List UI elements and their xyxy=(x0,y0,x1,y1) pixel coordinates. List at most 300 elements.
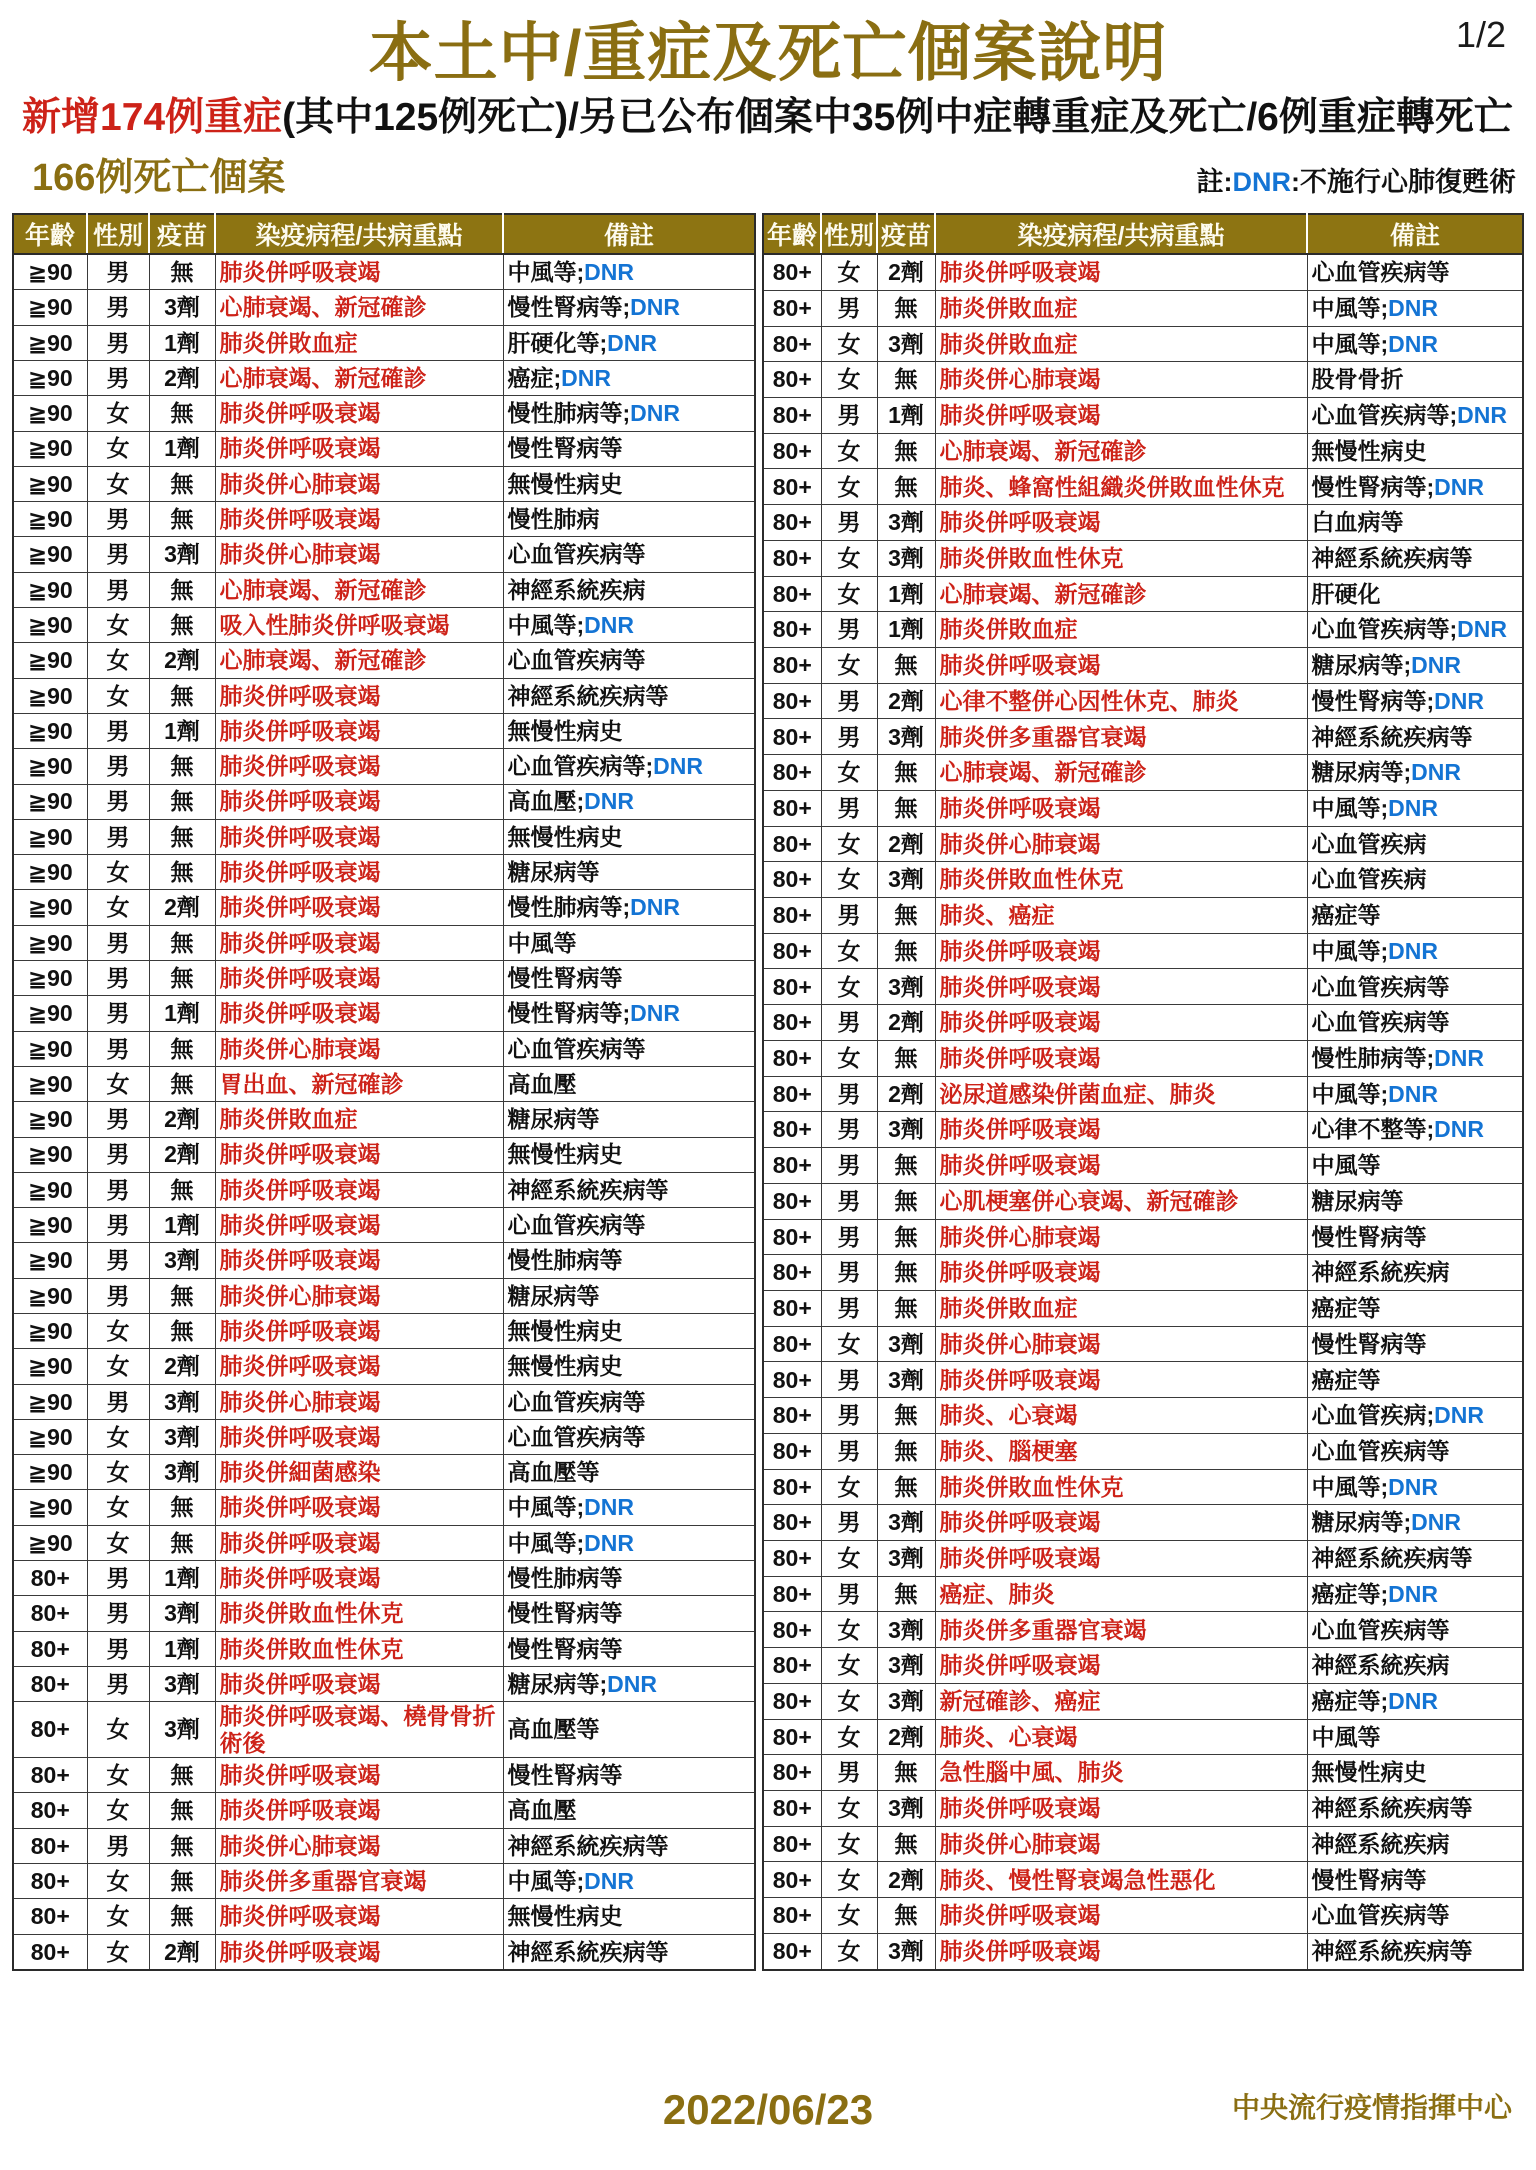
case-row xyxy=(763,1326,1523,1362)
vaccine-cell: 無 xyxy=(149,1172,215,1207)
vaccine-cell: 無 xyxy=(877,790,935,826)
sex-cell: 男 xyxy=(821,898,877,934)
age-cell: 80+ xyxy=(763,469,821,505)
sex-cell: 男 xyxy=(87,713,149,748)
dnr-tag: DNR xyxy=(584,1867,635,1894)
sex-cell: 男 xyxy=(821,1183,877,1219)
case-row xyxy=(763,1469,1523,1505)
vaccine-cell: 2劑 xyxy=(149,1349,215,1384)
age-cell: 80+ xyxy=(763,1683,821,1719)
sex-cell: 女 xyxy=(87,1066,149,1101)
vaccine-cell: 1劑 xyxy=(149,713,215,748)
vaccine-cell: 無 xyxy=(149,784,215,819)
case-row xyxy=(763,898,1523,934)
note-text: 中風等; xyxy=(507,1867,585,1894)
course-cell: 肺炎併心肺衰竭 xyxy=(935,1219,1307,1255)
note-cell xyxy=(1307,1433,1523,1469)
course-cell: 肺炎併敗血症 xyxy=(215,325,503,360)
sex-cell: 女 xyxy=(87,1349,149,1384)
sex-cell: 男 xyxy=(821,1505,877,1541)
course-cell: 肺炎併呼吸衰竭 xyxy=(215,678,503,713)
case-row xyxy=(13,466,755,501)
sex-cell: 女 xyxy=(821,1933,877,1970)
dnr-tag: DNR xyxy=(630,294,681,321)
note-cell xyxy=(1307,1362,1523,1398)
note-text: 心律不整等; xyxy=(1311,1116,1435,1143)
case-row xyxy=(763,397,1523,433)
course-cell: 肺炎併呼吸衰竭 xyxy=(935,1005,1307,1041)
course-cell: 肺炎併心肺衰竭 xyxy=(935,1326,1307,1362)
note-text: 神經系統疾病 xyxy=(1311,1652,1450,1679)
note-text: 慢性腎病等 xyxy=(507,964,623,991)
age-cell: 80+ xyxy=(763,1648,821,1684)
note-cell xyxy=(503,1278,755,1313)
case-row xyxy=(13,1102,755,1137)
age-cell: 80+ xyxy=(763,755,821,791)
secondary-header-row xyxy=(0,140,1536,209)
note-text: 慢性肺病等 xyxy=(507,1564,623,1591)
note-cell xyxy=(1307,576,1523,612)
sex-cell: 男 xyxy=(821,683,877,719)
note-cell xyxy=(1307,862,1523,898)
vaccine-cell: 3劑 xyxy=(877,1505,935,1541)
note-cell xyxy=(503,1455,755,1490)
case-row xyxy=(13,572,755,607)
note-cell xyxy=(503,1561,755,1596)
note-cell xyxy=(1307,898,1523,934)
course-cell: 肺炎併呼吸衰竭 xyxy=(215,431,503,466)
age-cell: 80+ xyxy=(763,683,821,719)
course-cell: 肺炎併敗血性休克 xyxy=(935,862,1307,898)
vaccine-cell: 無 xyxy=(149,1278,215,1313)
case-row xyxy=(13,1313,755,1348)
note-text: 慢性腎病等 xyxy=(1311,1223,1427,1250)
note-text: 白血病等 xyxy=(1311,509,1404,536)
note-text: 神經系統疾病等 xyxy=(507,1938,669,1965)
note-cell xyxy=(1307,290,1523,326)
vaccine-cell: 無 xyxy=(149,502,215,537)
note-text: 慢性肺病 xyxy=(507,506,600,533)
course-cell: 肺炎併呼吸衰竭 xyxy=(215,1419,503,1454)
case-row xyxy=(13,961,755,996)
case-row xyxy=(13,1702,755,1758)
vaccine-cell: 2劑 xyxy=(877,826,935,862)
note-cell xyxy=(1307,1826,1523,1862)
age-cell: 80+ xyxy=(763,1076,821,1112)
sex-cell: 女 xyxy=(87,1525,149,1560)
case-row xyxy=(13,1561,755,1596)
note-text: 心血管疾病等 xyxy=(1311,259,1450,286)
course-cell: 肺炎併呼吸衰竭 xyxy=(215,996,503,1031)
dnr-tag: DNR xyxy=(584,259,635,285)
vaccine-cell: 無 xyxy=(149,1899,215,1934)
course-cell: 肺炎併呼吸衰竭 xyxy=(935,505,1307,541)
note-prefix: 註: xyxy=(1196,167,1233,198)
subtitle-detail: (其中125例死亡)/另已公布個案中35例中症轉重症及死亡/6例重症轉死亡 xyxy=(282,96,1513,140)
age-cell: ≧90 xyxy=(13,502,87,537)
note-cell xyxy=(503,1631,755,1666)
age-cell: 80+ xyxy=(763,1112,821,1148)
note-text: 中風等; xyxy=(1311,1080,1389,1107)
cases-table-left xyxy=(12,213,756,1971)
sex-cell: 男 xyxy=(821,1398,877,1434)
note-cell xyxy=(1307,969,1523,1005)
note-cell xyxy=(503,502,755,537)
case-row xyxy=(13,1066,755,1101)
note-text: 肝硬化等; xyxy=(507,329,608,356)
age-cell: ≧90 xyxy=(13,678,87,713)
course-cell: 肺炎併呼吸衰竭 xyxy=(215,784,503,819)
note-text: 癌症等; xyxy=(1311,1687,1389,1714)
sex-cell: 女 xyxy=(821,1898,877,1934)
note-cell xyxy=(1307,612,1523,648)
note-cell xyxy=(1307,1683,1523,1719)
page-title: 本土中/重症及死亡個案說明 xyxy=(368,17,1168,89)
sex-cell: 女 xyxy=(821,1719,877,1755)
case-row xyxy=(13,678,755,713)
case-row xyxy=(13,1596,755,1631)
sex-cell: 男 xyxy=(87,961,149,996)
course-cell: 肺炎併敗血性休克 xyxy=(215,1596,503,1631)
vaccine-cell: 2劑 xyxy=(149,1934,215,1970)
note-text: 慢性肺病等 xyxy=(507,1247,623,1274)
note-cell xyxy=(503,360,755,395)
age-cell: 80+ xyxy=(763,1791,821,1827)
note-cell xyxy=(503,1490,755,1525)
vaccine-cell: 3劑 xyxy=(149,290,215,325)
sex-cell: 男 xyxy=(87,749,149,784)
note-suffix: :不施行心肺復甦術 xyxy=(1291,167,1516,198)
case-row xyxy=(763,326,1523,362)
course-cell: 肺炎併呼吸衰竭 xyxy=(935,648,1307,684)
note-cell xyxy=(1307,1005,1523,1041)
case-row xyxy=(13,1172,755,1207)
note-cell xyxy=(503,1172,755,1207)
sex-cell: 男 xyxy=(87,819,149,854)
course-cell: 肺炎併呼吸衰竭 xyxy=(215,1490,503,1525)
vaccine-cell: 無 xyxy=(877,648,935,684)
age-cell: ≧90 xyxy=(13,360,87,395)
note-cell xyxy=(503,1419,755,1454)
column-header: 疫苗 xyxy=(877,214,935,254)
course-cell: 肺炎併呼吸衰竭 xyxy=(935,969,1307,1005)
sex-cell: 男 xyxy=(87,1208,149,1243)
age-cell: 80+ xyxy=(763,1005,821,1041)
vaccine-cell: 3劑 xyxy=(877,1326,935,1362)
sex-cell: 男 xyxy=(821,1219,877,1255)
sex-cell: 男 xyxy=(87,502,149,537)
age-cell: 80+ xyxy=(763,1040,821,1076)
dnr-tag: DNR xyxy=(1434,687,1485,714)
age-cell: ≧90 xyxy=(13,1137,87,1172)
case-row xyxy=(763,576,1523,612)
vaccine-cell: 2劑 xyxy=(149,360,215,395)
note-text: 高血壓 xyxy=(507,1070,577,1097)
note-cell xyxy=(503,1793,755,1828)
course-cell: 肺炎併呼吸衰竭 xyxy=(215,1561,503,1596)
course-cell: 肺炎、癌症 xyxy=(935,898,1307,934)
case-row xyxy=(13,1793,755,1828)
note-text: 慢性肺病等; xyxy=(1311,1045,1435,1072)
note-cell xyxy=(503,1031,755,1066)
note-text: 無慢性病史 xyxy=(507,470,623,497)
vaccine-cell: 無 xyxy=(149,1793,215,1828)
sex-cell: 女 xyxy=(87,1934,149,1970)
sex-cell: 男 xyxy=(821,290,877,326)
case-row xyxy=(13,819,755,854)
case-row xyxy=(13,1208,755,1243)
vaccine-cell: 3劑 xyxy=(877,540,935,576)
age-cell: ≧90 xyxy=(13,537,87,572)
note-text: 心血管疾病等 xyxy=(1311,973,1450,1000)
note-cell xyxy=(1307,1933,1523,1970)
note-cell xyxy=(1307,1040,1523,1076)
course-cell: 肺炎併呼吸衰竭 xyxy=(215,1793,503,1828)
vaccine-cell: 2劑 xyxy=(877,683,935,719)
column-header: 染疫病程/共病重點 xyxy=(215,214,503,254)
sex-cell: 女 xyxy=(821,755,877,791)
course-cell: 肺炎併呼吸衰竭 xyxy=(935,1791,1307,1827)
dnr-tag: DNR xyxy=(607,1670,658,1697)
vaccine-cell: 1劑 xyxy=(149,431,215,466)
note-text: 神經系統疾病等 xyxy=(507,682,669,709)
age-cell: 80+ xyxy=(763,433,821,469)
course-cell: 肺炎併呼吸衰竭 xyxy=(215,396,503,431)
age-cell: ≧90 xyxy=(13,1066,87,1101)
age-cell: ≧90 xyxy=(13,1243,87,1278)
age-cell: 80+ xyxy=(763,1362,821,1398)
course-cell: 肺炎、蜂窩性組織炎併敗血性休克 xyxy=(935,469,1307,505)
age-cell: 80+ xyxy=(763,1719,821,1755)
dnr-tag: DNR xyxy=(1434,1045,1485,1072)
case-row xyxy=(13,1243,755,1278)
age-cell: 80+ xyxy=(763,898,821,934)
vaccine-cell: 3劑 xyxy=(877,1112,935,1148)
case-row xyxy=(763,1648,1523,1684)
case-row xyxy=(763,1898,1523,1934)
case-row xyxy=(763,755,1523,791)
note-text: 無慢性病史 xyxy=(507,717,623,744)
note-text: 心血管疾病; xyxy=(1311,1402,1435,1429)
dnr-tag: DNR xyxy=(630,400,681,427)
course-cell: 肺炎併呼吸衰竭 xyxy=(215,1313,503,1348)
note-text: 神經系統疾病等 xyxy=(1311,1795,1473,1822)
case-row xyxy=(13,431,755,466)
header-row xyxy=(763,214,1523,254)
sex-cell: 男 xyxy=(821,1362,877,1398)
note-cell xyxy=(1307,1612,1523,1648)
note-cell xyxy=(1307,397,1523,433)
case-row xyxy=(13,1278,755,1313)
note-cell xyxy=(503,855,755,890)
vaccine-cell: 無 xyxy=(877,1433,935,1469)
course-cell: 肺炎併心肺衰竭 xyxy=(215,466,503,501)
vaccine-cell: 無 xyxy=(877,1826,935,1862)
age-cell: 80+ xyxy=(763,862,821,898)
note-text: 無慢性病史 xyxy=(507,823,623,850)
age-cell: 80+ xyxy=(763,1755,821,1791)
note-cell xyxy=(503,290,755,325)
sex-cell: 男 xyxy=(821,1755,877,1791)
vaccine-cell: 1劑 xyxy=(877,397,935,433)
note-text: 無慢性病史 xyxy=(507,1317,623,1344)
note-text: 心血管疾病等 xyxy=(1311,1437,1450,1464)
age-cell: 80+ xyxy=(13,1666,87,1701)
note-text: 高血壓等 xyxy=(507,1716,600,1743)
note-text: 癌症等; xyxy=(1311,1580,1389,1607)
sex-cell: 男 xyxy=(87,1172,149,1207)
sex-cell: 男 xyxy=(87,1031,149,1066)
dnr-tag: DNR xyxy=(584,1494,635,1521)
note-text: 慢性腎病等; xyxy=(1311,687,1435,714)
course-cell: 肺炎、腦梗塞 xyxy=(935,1433,1307,1469)
sex-cell: 男 xyxy=(821,1148,877,1184)
note-cell xyxy=(1307,326,1523,362)
age-cell: 80+ xyxy=(763,540,821,576)
case-row xyxy=(763,1112,1523,1148)
note-cell xyxy=(1307,1576,1523,1612)
case-row xyxy=(13,1828,755,1863)
subtitle xyxy=(0,88,1536,140)
sex-cell: 女 xyxy=(821,826,877,862)
case-row xyxy=(13,1384,755,1419)
note-text: 慢性腎病等 xyxy=(507,1600,623,1627)
note-cell xyxy=(1307,1719,1523,1755)
course-cell: 心肺衰竭、新冠確診 xyxy=(935,576,1307,612)
case-row xyxy=(763,1683,1523,1719)
vaccine-cell: 2劑 xyxy=(149,1137,215,1172)
course-cell: 肺炎併呼吸衰竭 xyxy=(935,397,1307,433)
course-cell: 心肺衰竭、新冠確診 xyxy=(935,433,1307,469)
column-header: 染疫病程/共病重點 xyxy=(935,214,1307,254)
vaccine-cell: 3劑 xyxy=(877,1933,935,1970)
course-cell: 肺炎併多重器官衰竭 xyxy=(935,1612,1307,1648)
dnr-tag: DNR xyxy=(584,1529,635,1556)
note-text: 糖尿病等; xyxy=(1311,652,1412,679)
sex-cell: 男 xyxy=(87,572,149,607)
vaccine-cell: 無 xyxy=(877,1183,935,1219)
note-cell xyxy=(1307,1112,1523,1148)
sex-cell: 男 xyxy=(87,1631,149,1666)
note-cell xyxy=(1307,362,1523,398)
case-row xyxy=(763,540,1523,576)
sex-cell: 女 xyxy=(87,466,149,501)
note-cell xyxy=(503,1828,755,1863)
course-cell: 肺炎併呼吸衰竭、橈骨骨折術後 xyxy=(215,1702,503,1758)
age-cell: ≧90 xyxy=(13,1172,87,1207)
case-row xyxy=(763,1433,1523,1469)
vaccine-cell: 無 xyxy=(149,1525,215,1560)
sex-cell: 男 xyxy=(87,254,149,290)
note-text: 心血管疾病等 xyxy=(507,647,646,674)
vaccine-cell: 無 xyxy=(149,925,215,960)
dnr-tag: DNR xyxy=(584,611,635,638)
course-cell: 胃出血、新冠確診 xyxy=(215,1066,503,1101)
death-count-line: 166例死亡個案 xyxy=(32,157,286,200)
sex-cell: 女 xyxy=(821,469,877,505)
age-cell: ≧90 xyxy=(13,819,87,854)
note-cell xyxy=(503,1102,755,1137)
note-text: 心血管疾病等; xyxy=(1311,402,1458,429)
vaccine-cell: 3劑 xyxy=(149,1596,215,1631)
sex-cell: 男 xyxy=(87,1102,149,1137)
case-row xyxy=(763,469,1523,505)
note-cell xyxy=(1307,1219,1523,1255)
note-cell xyxy=(503,537,755,572)
case-row xyxy=(13,1031,755,1066)
note-text: 糖尿病等; xyxy=(507,1670,608,1697)
note-text: 心血管疾病等 xyxy=(507,1388,646,1415)
course-cell: 肺炎併呼吸衰竭 xyxy=(215,1899,503,1934)
subtitle-new-severe: 新增174例重症 xyxy=(22,96,283,140)
age-cell: 80+ xyxy=(763,290,821,326)
age-cell: ≧90 xyxy=(13,855,87,890)
case-row xyxy=(13,325,755,360)
sex-cell: 女 xyxy=(87,1702,149,1758)
course-cell: 心肺衰竭、新冠確診 xyxy=(215,290,503,325)
vaccine-cell: 無 xyxy=(877,1255,935,1291)
note-text: 慢性腎病等 xyxy=(1311,1330,1427,1357)
note-cell xyxy=(1307,1862,1523,1898)
case-tables xyxy=(0,213,1536,1971)
sex-cell: 女 xyxy=(821,1791,877,1827)
case-row xyxy=(763,719,1523,755)
dnr-tag: DNR xyxy=(1434,473,1485,500)
case-row xyxy=(13,1137,755,1172)
age-cell: 80+ xyxy=(763,1862,821,1898)
age-cell: 80+ xyxy=(763,826,821,862)
course-cell: 肺炎併呼吸衰竭 xyxy=(935,254,1307,290)
age-cell: 80+ xyxy=(763,1612,821,1648)
case-row xyxy=(763,969,1523,1005)
note-text: 中風等; xyxy=(1311,795,1389,822)
course-cell: 肺炎併心肺衰竭 xyxy=(215,1384,503,1419)
course-cell: 肺炎併呼吸衰竭 xyxy=(935,1255,1307,1291)
case-row xyxy=(763,1612,1523,1648)
note-cell xyxy=(1307,648,1523,684)
page-number: 1/2 xyxy=(1455,14,1506,55)
vaccine-cell: 3劑 xyxy=(149,1419,215,1454)
sex-cell: 女 xyxy=(821,648,877,684)
note-cell xyxy=(1307,1326,1523,1362)
note-text: 神經系統疾病等 xyxy=(1311,723,1473,750)
note-cell xyxy=(503,819,755,854)
course-cell: 肺炎併心肺衰竭 xyxy=(215,1828,503,1863)
age-cell: ≧90 xyxy=(13,1031,87,1066)
note-cell xyxy=(1307,1505,1523,1541)
note-text: 神經系統疾病 xyxy=(1311,1259,1450,1286)
sex-cell: 女 xyxy=(87,1419,149,1454)
vaccine-cell: 3劑 xyxy=(877,1791,935,1827)
note-text: 神經系統疾病等 xyxy=(1311,1545,1473,1572)
note-text: 中風等; xyxy=(1311,937,1389,964)
case-row xyxy=(13,925,755,960)
note-cell xyxy=(503,1066,755,1101)
dnr-tag: DNR xyxy=(1411,652,1462,679)
case-row xyxy=(763,1791,1523,1827)
note-text: 神經系統疾病等 xyxy=(507,1176,669,1203)
course-cell: 心律不整併心因性休克、肺炎 xyxy=(935,683,1307,719)
sex-cell: 女 xyxy=(87,1313,149,1348)
note-cell xyxy=(1307,1290,1523,1326)
course-cell: 吸入性肺炎併呼吸衰竭 xyxy=(215,608,503,643)
case-row xyxy=(13,254,755,290)
age-cell: 80+ xyxy=(763,1826,821,1862)
course-cell: 肺炎併呼吸衰竭 xyxy=(215,1172,503,1207)
note-cell xyxy=(503,1137,755,1172)
note-text: 慢性腎病等 xyxy=(507,435,623,462)
case-row xyxy=(13,1934,755,1970)
